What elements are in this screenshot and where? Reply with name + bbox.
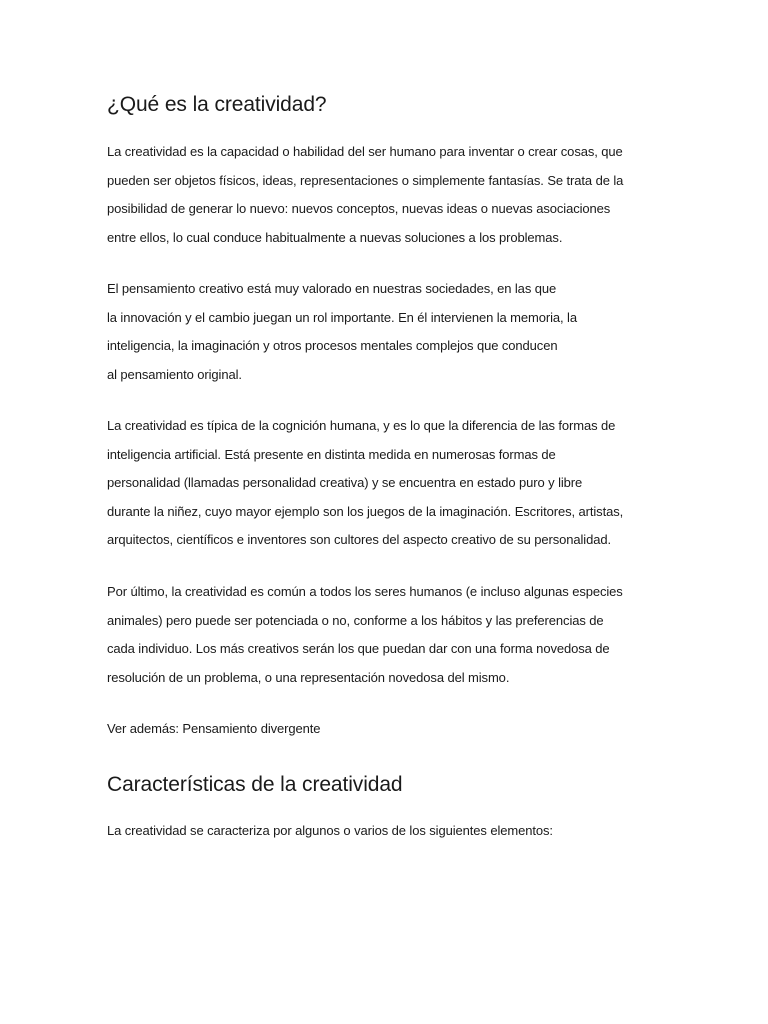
paragraph-line: animales) pero puede ser potenciada o no, conforme a los hábitos y las preferencias de (107, 612, 604, 628)
paragraph-line: La creatividad es la capacidad o habilidad del ser humano para inventar o crear cosas, que (107, 144, 623, 159)
paragraph-line: personalidad (llamadas personalidad creativa) y se encuentra en estado puro y libre (107, 475, 583, 491)
paragraph-line: inteligencia, la imaginación y otros procesos mentales complejos que conducen (107, 338, 558, 354)
paragraph-line: cada individuo. Los más creativos serán los que puedan dar con una forma novedosa de (107, 641, 610, 657)
paragraph-por-ultimo (107, 578, 677, 692)
paragraph-line: Por último, la creatividad es común a todos los seres humanos (e incluso algunas especies (107, 584, 623, 599)
paragraph-line: posibilidad de generar lo nuevo: nuevos conceptos, nuevas ideas o nuevas asociaciones (107, 201, 611, 217)
section-title-que-es: ¿Qué es la creatividad? (107, 93, 327, 116)
paragraph-definition (107, 138, 677, 252)
paragraph-line: la innovación y el cambio juegan un rol importante. En él intervienen la memoria, la (107, 309, 577, 325)
paragraph-pensamiento-creativo (107, 275, 677, 389)
paragraph-line: La creatividad se caracteriza por algunos o varios de los siguientes elementos: (107, 823, 553, 838)
paragraph-caracteristicas-intro (107, 817, 677, 846)
paragraph-line: arquitectos, científicos e inventores son cultores del aspecto creativo de su personalidad. (107, 532, 611, 548)
paragraph-line: El pensamiento creativo está muy valorado en nuestras sociedades, en las que (107, 281, 557, 296)
paragraph-line: al pensamiento original. (107, 366, 242, 382)
paragraph-line: pueden ser objetos físicos, ideas, representaciones o simplemente fantasías. Se trata de la (107, 172, 624, 188)
paragraph-line: inteligencia artificial. Está presente en distinta medida en numerosas formas de (107, 446, 556, 462)
section-title-caracteristicas: Características de la creatividad (107, 773, 403, 796)
paragraph-line: resolución de un problema, o una representación novedosa del mismo. (107, 669, 510, 685)
paragraph-cognicion-humana (107, 412, 677, 555)
see-also-line: Ver además: Pensamiento divergente (107, 721, 321, 736)
paragraph-line: La creatividad es típica de la cognición humana, y es lo que la diferencia de las formas de (107, 418, 616, 433)
paragraph-line: durante la niñez, cuyo mayor ejemplo son los juegos de la imaginación. Escritores, artistas, (107, 503, 624, 519)
paragraph-ver-ademas (107, 715, 677, 744)
paragraph-line: entre ellos, lo cual conduce habitualmente a nuevas soluciones a los problemas. (107, 229, 563, 245)
